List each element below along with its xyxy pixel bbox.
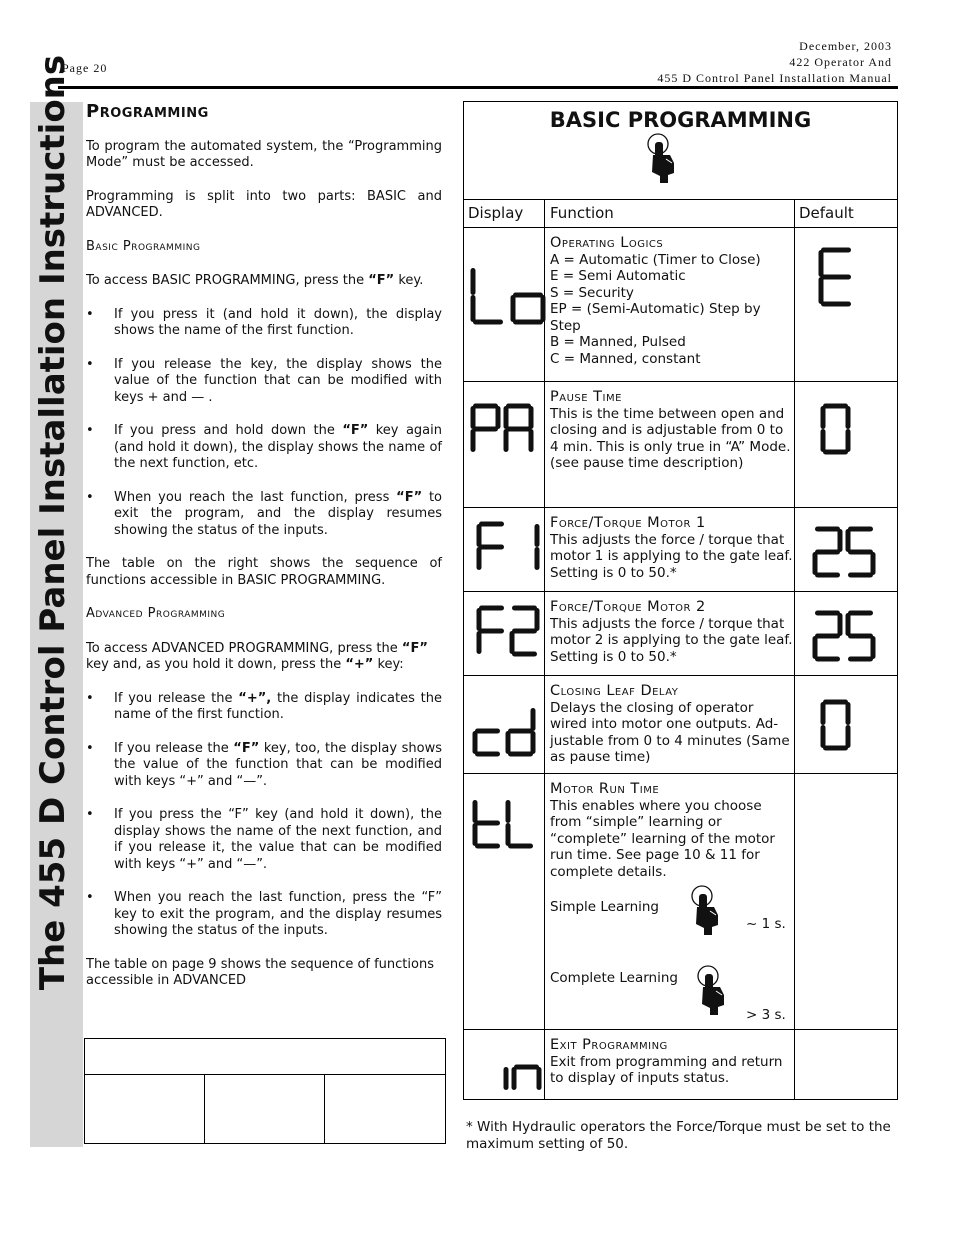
advanced-access-paragraph [86, 641, 442, 674]
default-cell [796, 591, 898, 675]
table-row [464, 507, 897, 591]
table-row [464, 675, 897, 773]
display-code [474, 603, 542, 659]
table-row [464, 227, 897, 381]
display-code [476, 1039, 544, 1095]
document-header [657, 38, 892, 86]
function-text: Exit from programming and return to display of inputs status. [550, 1053, 783, 1086]
default-value [810, 608, 878, 664]
default-cell [796, 381, 898, 507]
table-row [464, 591, 897, 675]
table-row [464, 381, 897, 507]
text-span: If you release the [114, 740, 234, 756]
header-manual-line2: 455 D Control Panel Installation Manual [657, 71, 892, 85]
left-column [86, 101, 442, 1007]
function-title: Exit Programming [550, 1037, 668, 1053]
basic-bullet [86, 357, 442, 407]
function-cell [550, 389, 794, 472]
divider [324, 1074, 325, 1143]
function-text: This adjusts the force / torque that motor 1 is applying to the gate leaf. Setting is 0 to 50.* [550, 531, 793, 581]
bullet-dot: • [86, 807, 94, 822]
simple-learning-time: ~ 1 s. [746, 916, 786, 932]
divider [85, 1074, 445, 1075]
table-title: BASIC PROGRAMMING [549, 108, 812, 132]
display-cell [464, 675, 544, 773]
text-span: To access BASIC PROGRAMMING, press the [86, 273, 369, 288]
text-span: key again (and hold it down), the display shows the name of the next function, etc. [114, 423, 442, 471]
press-hand-icon [646, 133, 682, 189]
divider [464, 199, 897, 200]
function-title: Force/Torque Motor 1 [550, 515, 706, 531]
simple-learning-label: Simple Learning [550, 899, 659, 915]
display-cell [464, 1029, 544, 1101]
advanced-bullet [86, 691, 442, 724]
function-cell [550, 683, 794, 766]
function-cell [550, 515, 794, 581]
key-label: “F” [342, 423, 369, 438]
press-hand-icon [696, 965, 732, 1021]
text-span: key, too, the display shows the value of the function that can be modified with keys “+” and “—”. [114, 740, 442, 789]
bullet-dot: • [86, 489, 94, 505]
display-code [474, 519, 542, 575]
col-header-function: Function [550, 204, 614, 222]
display-cell [464, 507, 544, 591]
complete-learning-time: > 3 s. [746, 1007, 786, 1023]
header-rule [58, 86, 898, 89]
hand-graphic [646, 133, 682, 185]
function-text: This enables where you choose from “simple” learning or “complete” learning of the motor run time. See page 10 & 11 for complete details. [550, 797, 775, 880]
sidebar-title: The 455 D Control Panel Installation Instructions [33, 54, 73, 991]
table-row [464, 773, 897, 1029]
function-title: Force/Torque Motor 2 [550, 599, 706, 615]
divider [204, 1074, 205, 1143]
default-value [810, 524, 878, 580]
display-cell [464, 591, 544, 675]
display-cell [464, 773, 544, 1029]
key-label: “F” [396, 489, 423, 505]
col-header-default: Default [799, 204, 854, 222]
basic-table-note: The table on the right shows the sequence of functions accessible in BASIC PROGRAMMING. [86, 556, 442, 588]
function-cell [550, 235, 794, 367]
bullet-dot: • [86, 306, 94, 322]
default-value [818, 401, 853, 457]
advanced-table-stub [84, 1038, 446, 1144]
advanced-programming-heading: Advanced Programming [86, 606, 226, 621]
display-code [470, 795, 538, 851]
intro-paragraph-2: Programming is split into two parts: BASIC and ADVANCED. [86, 188, 442, 220]
bullet-dot: • [86, 690, 94, 706]
hand-graphic [690, 885, 726, 937]
display-cell [464, 381, 544, 507]
display-code [468, 263, 548, 327]
programming-heading: Programming [86, 101, 209, 122]
function-title: Pause Time [550, 389, 622, 405]
text-span: When you reach the last function, press the “F” key to exit the program, and the display resumes showing the status of the inputs. [114, 890, 442, 938]
bullet-dot: • [86, 740, 94, 756]
hand-graphic [696, 965, 732, 1017]
function-cell [550, 1037, 794, 1087]
key-label: “+”, [238, 690, 272, 706]
function-cell [550, 599, 794, 665]
basic-bullet [86, 307, 442, 340]
text-span: key and, as you hold it down, press the [86, 657, 346, 672]
default-cell [796, 675, 898, 773]
function-text: This is the time between open and closing and is adjustable from 0 to 4 min. This is only true in “A” Mode. (see pause time description) [550, 405, 791, 471]
bullet-dot: • [86, 890, 94, 905]
default-cell [796, 227, 898, 381]
key-label: “F” [401, 640, 428, 656]
function-title: Closing Leaf Delay [550, 683, 679, 699]
display-code [468, 401, 536, 457]
text-span: key: [373, 657, 404, 672]
display-cell [464, 227, 544, 381]
function-cell [550, 781, 850, 880]
intro-paragraph-1: To program the automated system, the “Programming Mode” must be accessed. [86, 138, 442, 170]
header-manual-line1: 422 Operator And [789, 55, 892, 69]
col-header-display: Display [468, 204, 524, 222]
advanced-table-note: The table on page 9 shows the sequence of functions accessible in ADVANCED [86, 956, 434, 988]
basic-bullet [86, 490, 442, 540]
function-text: Delays the closing of operator wired into motor one outputs. Ad-justable from 0 to 4 minutes (Same as pause time) [550, 699, 790, 765]
default-value [816, 245, 856, 309]
text-span: key. [394, 273, 424, 288]
text-span: If you press the “F” key (and hold it down), the display shows the name of the next function, and if you release it, the value that can be modified with keys “+” and “—”. [114, 807, 442, 872]
text-span: If you press it (and hold it down), the display shows the name of the first function. [114, 306, 442, 338]
text-span: When you reach the last function, press [114, 489, 397, 505]
advanced-bullet [86, 741, 442, 791]
function-title: Motor Run Time [550, 781, 660, 797]
function-text: This adjusts the force / torque that motor 2 is applying to the gate leaf. Setting is 0 to 50.* [550, 615, 793, 665]
advanced-bullet [86, 890, 442, 940]
table-row [464, 1029, 897, 1101]
key-label: “F” [233, 740, 260, 756]
text-span: If you release the [114, 690, 239, 706]
key-label: “+” [345, 657, 374, 672]
function-text: A = Automatic (Timer to Close) E = Semi Automatic S = Security EP = (Semi-Automatic) Step by Step B = Manned, Pulsed C = Manned, constant [550, 251, 761, 367]
basic-bullet [86, 423, 442, 473]
bullet-dot: • [86, 356, 94, 372]
text-span: To access ADVANCED PROGRAMMING, press the [86, 640, 402, 656]
header-date: December, 2003 [799, 39, 892, 53]
text-span: to exit the program, and the display resumes showing the status of the inputs. [114, 489, 442, 538]
basic-programming-heading: Basic Programming [86, 238, 201, 254]
footnote: * With Hydraulic operators the Force/Torque must be set to the maximum setting of 50. [466, 1119, 891, 1152]
basic-programming-table [463, 101, 898, 1100]
bullet-dot: • [86, 423, 94, 438]
default-value [818, 697, 853, 753]
page-number: Page 20 [62, 61, 108, 75]
key-label: “F” [368, 273, 395, 288]
press-hand-icon [690, 885, 726, 941]
text-span: If you press and hold down the [114, 423, 343, 438]
text-span: If you release the key, the display shows the value of the function that can be modified with keys + and — . [114, 356, 442, 405]
advanced-bullet [86, 807, 442, 873]
display-code [470, 703, 538, 759]
default-cell [796, 507, 898, 591]
basic-access-paragraph [86, 273, 442, 290]
function-title: Operating Logics [550, 235, 664, 251]
text-span: the display indicates the name of the first function. [114, 690, 442, 722]
complete-learning-label: Complete Learning [550, 970, 678, 986]
